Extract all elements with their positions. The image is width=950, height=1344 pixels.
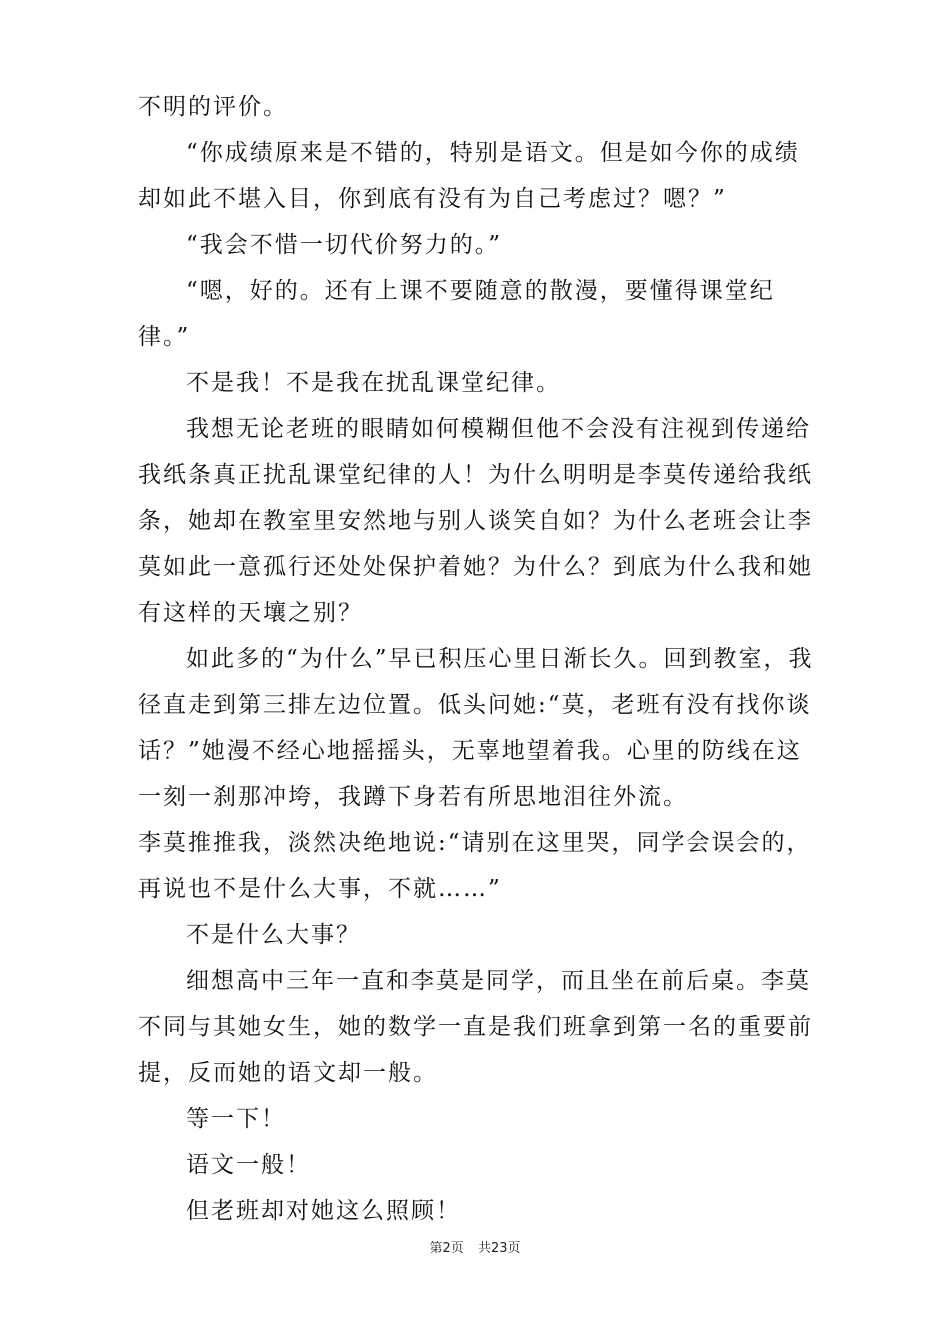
page-footer <box>0 1237 950 1256</box>
body-text <box>138 84 818 1234</box>
paragraph: 细想高中三年一直和李莫是同学，而且坐在前后桌。李莫不同与其她女生，她的数学一直是我们班拿到第一名的重要前提，反而她的语文却一般。 <box>138 968 813 1086</box>
paragraph: 不是什么大事？ <box>186 922 361 948</box>
paragraph: 但老班却对她这么照顾！ <box>186 1198 461 1224</box>
paragraph: 我想无论老班的眼睛如何模糊但他不会没有注视到传递给我纸条真正扰乱课堂纪律的人！为什么明明是李莫传递给我纸条，她却在教室里安然地与别人谈笑自如？为什么老班会让李莫如此一意孤行还处处保护着她？为什么？到底为什么我和她有这样的天壤之别？ <box>138 416 813 626</box>
paragraph: “嗯，好的。还有上课不要随意的散漫，要懂得课堂纪律。” <box>138 278 775 350</box>
paragraph: “你成绩原来是不错的，特别是语文。但是如今你的成绩却如此不堪入目，你到底有没有为自己考虑过？嗯？” <box>138 140 800 212</box>
paragraph: 语文一般！ <box>186 1152 311 1178</box>
paragraph: 等一下！ <box>186 1106 286 1132</box>
paragraph: “我会不惜一切代价努力的。” <box>186 232 503 258</box>
page-total: 共23页 <box>477 1241 521 1256</box>
paragraph: 如此多的“为什么”早已积压心里日渐长久。回到教室，我径直走到第三排左边位置。低头问她:“莫，老班有没有找你谈话？”她漫不经心地摇摇头，无辜地望着我。心里的防线在这一刻一刹那冲垮，我蹲下身若有所思地泪往外流。 <box>138 646 814 810</box>
paragraph: 不是我！不是我在扰乱课堂纪律。 <box>186 370 561 396</box>
paragraph: 不明的评价。 <box>138 94 288 120</box>
paragraph: 李莫推推我，淡然决绝地说:“请别在这里哭，同学会误会的，再说也不是什么大事，不就……” <box>138 830 812 902</box>
page-number: 第2页 <box>429 1241 464 1256</box>
